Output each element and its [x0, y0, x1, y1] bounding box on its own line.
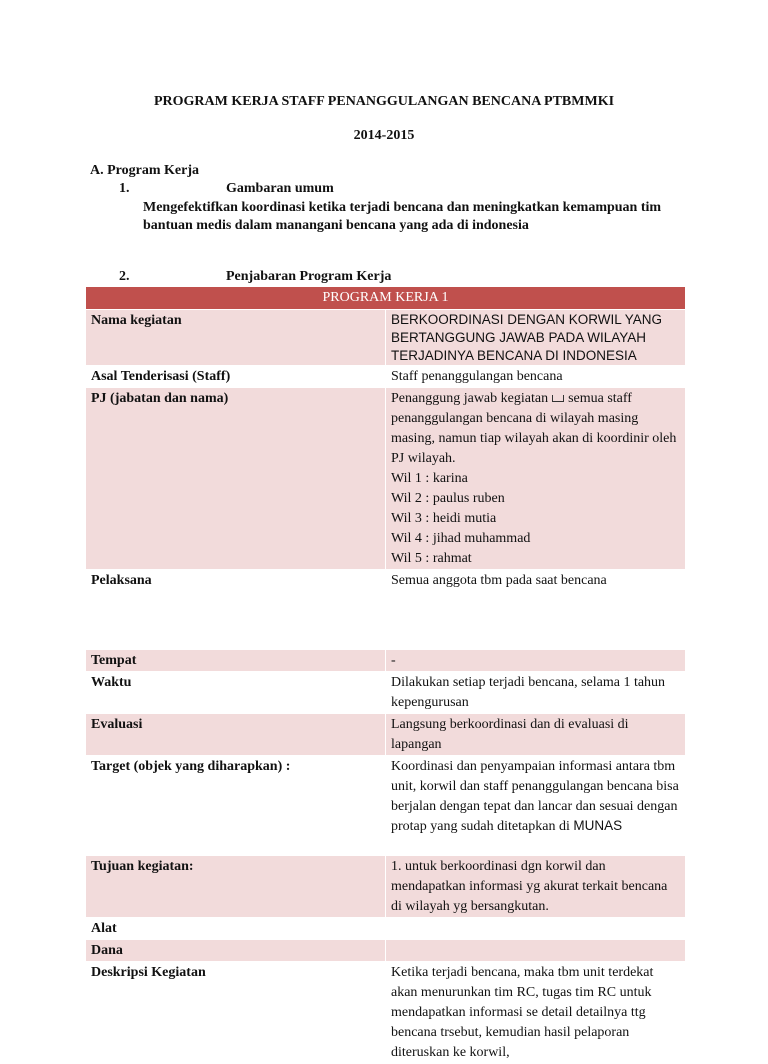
- pj-wil-item: Wil 4 : jihad muhammad: [391, 531, 531, 546]
- table-row: [86, 756, 686, 856]
- row-label-tujuan: Tujuan kegiatan:: [86, 856, 386, 918]
- pj-intro-start: Penanggung jawab kegiatan: [391, 391, 549, 406]
- table-row: [86, 918, 686, 940]
- table-row: [86, 962, 686, 1064]
- row-label-nama: Nama kegiatan: [86, 310, 386, 366]
- table-row: [86, 650, 686, 672]
- item1-number: 1.: [119, 181, 130, 196]
- table-row: [86, 388, 686, 570]
- row-value-tujuan: 1. untuk berkoordinasi dgn korwil dan mendapatkan informasi yg akurat terkait bencana di wilayah yg bersangkutan.: [386, 856, 686, 918]
- pj-wil-item: Wil 1 : karina: [391, 471, 468, 486]
- target-text: Koordinasi dan penyampaian informasi antara tbm unit, korwil dan staff penanggulangan bencana bisa berjalan dengan tepat dan lancar dan sesuai dengan protap yang sudah ditetapkan di: [391, 759, 679, 834]
- row-label-tempat: Tempat: [86, 650, 386, 672]
- row-value-deskripsi: Ketika terjadi bencana, maka tbm unit terdekat akan menurunkan tim RC, tugas tim RC untuk mendapatkan informasi se detail detailnya ttg bencana trsebut, kemudian hasil pelaporan diteruskan ke korwil,: [386, 962, 686, 1064]
- table-header: PROGRAM KERJA 1: [86, 287, 686, 310]
- table-row: [86, 672, 686, 714]
- pj-wil-item: Wil 2 : paulus ruben: [391, 491, 505, 506]
- row-label-waktu: Waktu: [86, 672, 386, 714]
- row-label-evaluasi: Evaluasi: [86, 714, 386, 756]
- row-value-dana: [386, 940, 686, 962]
- document-title: PROGRAM KERJA STAFF PENANGGULANGAN BENCANA PTBMMKI: [153, 94, 615, 109]
- item2-number: 2.: [119, 269, 130, 284]
- row-value-asal: Staff penanggulangan bencana: [386, 366, 686, 388]
- row-value-pj: [386, 388, 686, 570]
- table-row: [86, 366, 686, 388]
- space-mark-icon: [552, 395, 564, 402]
- item2-title: Penjabaran Program Kerja: [226, 269, 392, 284]
- table-header-row: [86, 287, 686, 310]
- row-value-tempat: -: [386, 650, 686, 672]
- item1-title: Gambaran umum: [226, 181, 334, 196]
- row-label-deskripsi: Deskripsi Kegiatan: [86, 962, 386, 1064]
- row-value-alat: [386, 918, 686, 940]
- table-row: [86, 570, 686, 650]
- row-label-pj: PJ (jabatan dan nama): [86, 388, 386, 570]
- pj-wil-item: Wil 5 : rahmat: [391, 551, 472, 566]
- program-table: [85, 286, 686, 1064]
- row-label-dana: Dana: [86, 940, 386, 962]
- row-value-nama: BERKOORDINASI DENGAN KORWIL YANG BERTANGGUNG JAWAB PADA WILAYAH TERJADINYA BENCANA DI INDONESIA: [386, 310, 686, 366]
- document-years: 2014-2015: [353, 128, 415, 143]
- table-row: [86, 310, 686, 366]
- row-label-target: Target (objek yang diharapkan) :: [86, 756, 386, 856]
- row-label-alat: Alat: [86, 918, 386, 940]
- table-row: [86, 714, 686, 756]
- row-value-evaluasi: Langsung berkoordinasi dan di evaluasi di lapangan: [386, 714, 686, 756]
- row-value-waktu: Dilakukan setiap terjadi bencana, selama 1 tahun kepengurusan: [386, 672, 686, 714]
- row-label-pelaksana: Pelaksana: [86, 570, 386, 650]
- target-munas: MUNAS: [573, 818, 623, 833]
- pj-wil-item: Wil 3 : heidi mutia: [391, 511, 497, 526]
- pj-intro-rest: semua staff penanggulangan bencana di wilayah masing masing, namun tiap wilayah akan di koordinir oleh PJ wilayah.: [391, 391, 677, 466]
- row-value-pelaksana: Semua anggota tbm pada saat bencana: [386, 570, 686, 650]
- row-label-asal: Asal Tenderisasi (Staff): [86, 366, 386, 388]
- table-row: [86, 856, 686, 918]
- section-a-heading: A. Program Kerja: [90, 163, 199, 178]
- row-value-target: [386, 756, 686, 856]
- item1-description: Mengefektifkan koordinasi ketika terjadi bencana dan meningkatkan kemampuan tim bantuan medis dalam manangani bencana yang ada di indonesia: [143, 200, 662, 233]
- table-row: [86, 940, 686, 962]
